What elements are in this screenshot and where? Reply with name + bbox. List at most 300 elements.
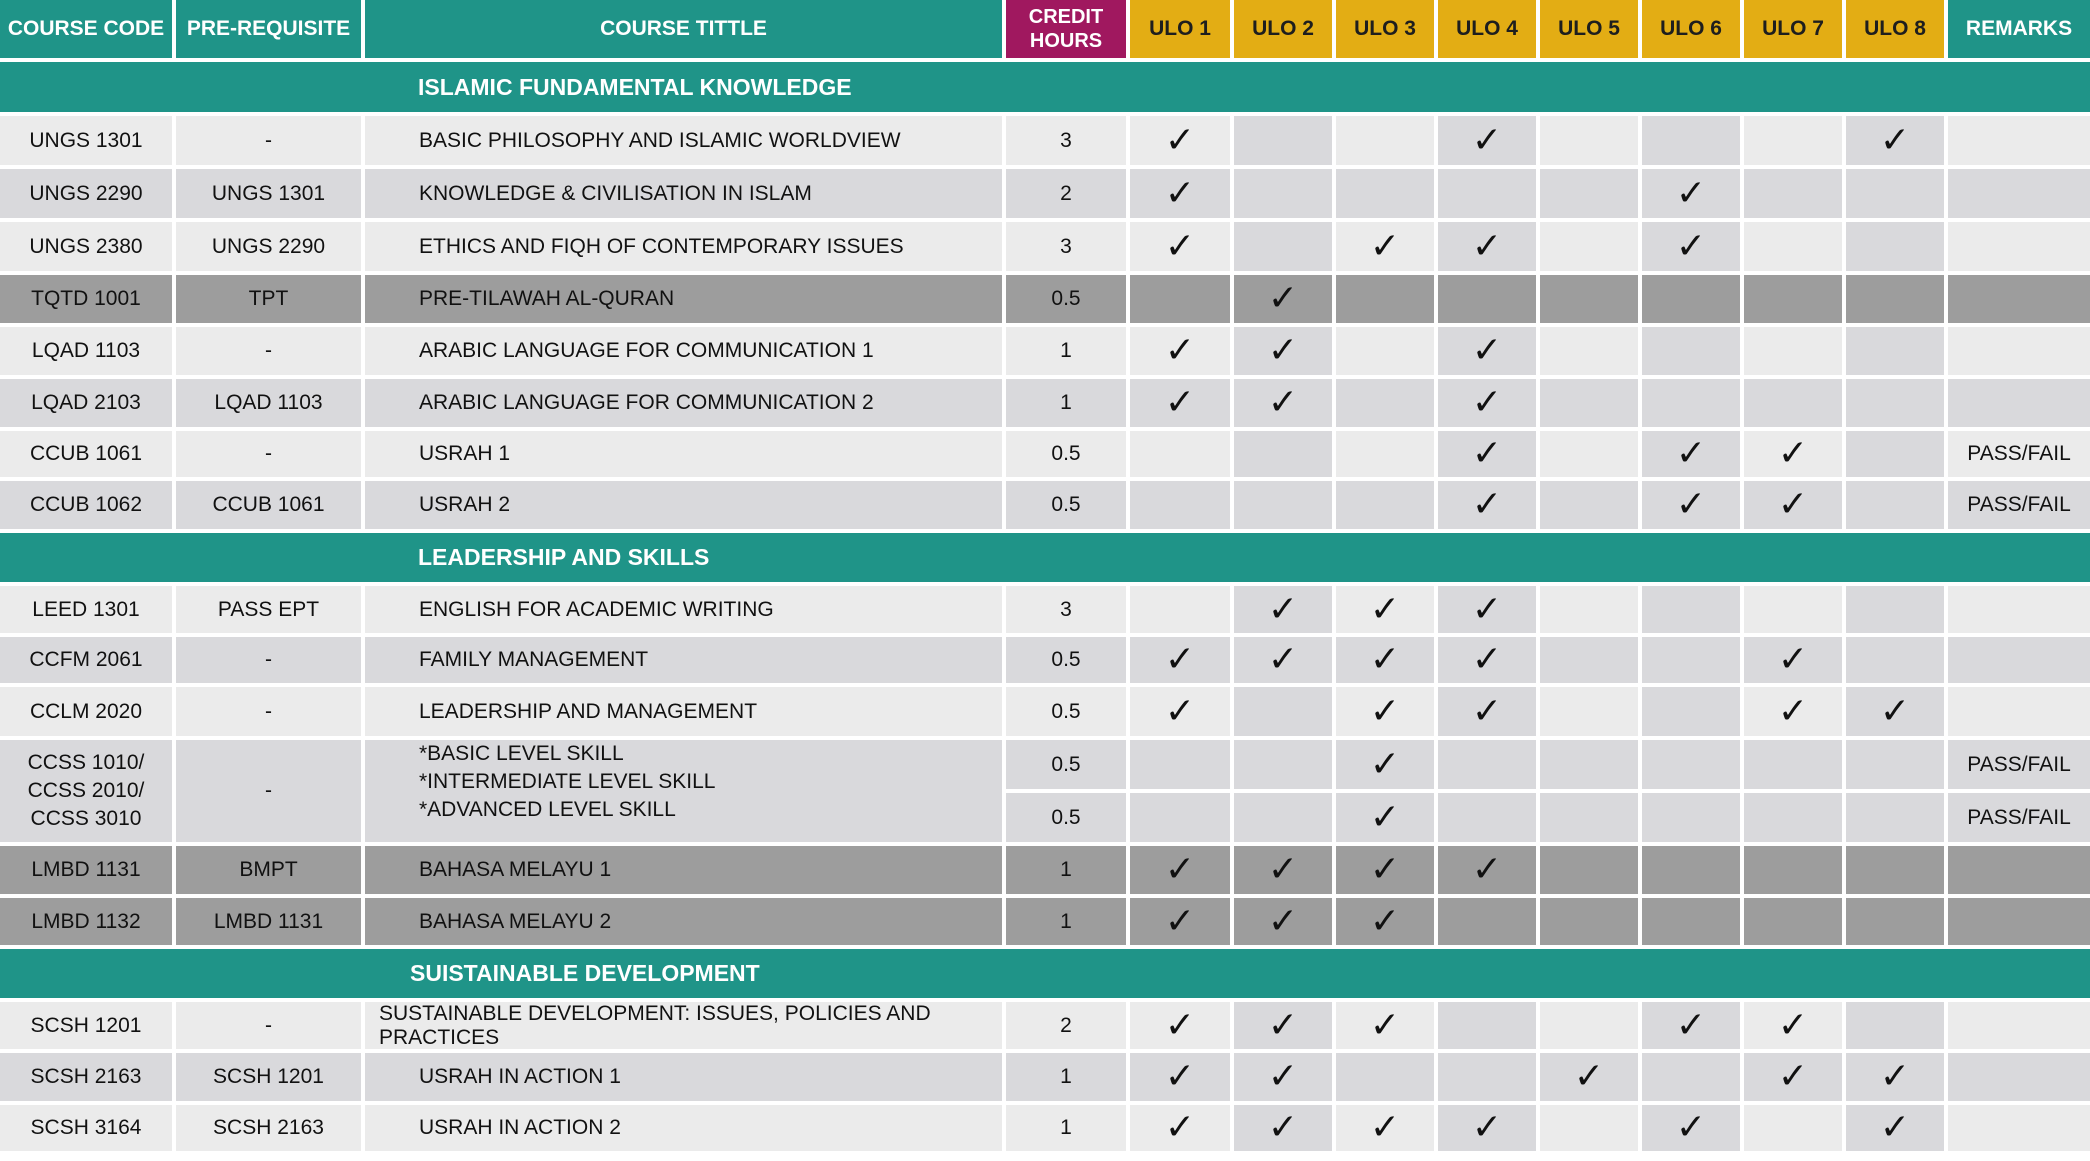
check-icon: ✓ bbox=[1879, 1107, 1911, 1148]
remarks bbox=[1948, 586, 2090, 637]
course-title: ETHICS AND FIQH OF CONTEMPORARY ISSUES bbox=[365, 222, 1002, 275]
header-credit-hours bbox=[1006, 0, 1126, 62]
course-code: UNGS 1301 bbox=[0, 116, 172, 169]
credit-hours: 2 bbox=[1006, 1002, 1126, 1053]
ulo-cell bbox=[1540, 222, 1638, 275]
course-title: USRAH 2 bbox=[365, 481, 1002, 533]
ulo-cell bbox=[1130, 116, 1230, 169]
ulo-cell bbox=[1540, 327, 1638, 379]
course-code: SCSH 3164 bbox=[0, 1105, 172, 1155]
ulo-cell bbox=[1130, 275, 1230, 327]
ulo-cell bbox=[1130, 740, 1230, 793]
pre-requisite: - bbox=[176, 327, 361, 379]
header-ulo-7: ULO 7 bbox=[1744, 0, 1842, 62]
credit-hours: 1 bbox=[1006, 327, 1126, 379]
ulo-cell bbox=[1744, 637, 1842, 687]
pre-requisite: - bbox=[176, 1002, 361, 1053]
check-icon: ✓ bbox=[1164, 690, 1196, 732]
course-code: CCSS 1010/ bbox=[27, 751, 145, 774]
credit-hours: 0.5 bbox=[1006, 275, 1126, 327]
pre-requisite: UNGS 2290 bbox=[176, 222, 361, 275]
ulo-cell bbox=[1438, 169, 1536, 222]
ulo-cell bbox=[1234, 740, 1332, 793]
ulo-cell bbox=[1438, 431, 1536, 481]
ulo-cell bbox=[1642, 481, 1740, 533]
credit-hours: 0.5 bbox=[1006, 481, 1126, 533]
pre-requisite: - bbox=[176, 740, 361, 846]
ulo-cell bbox=[1336, 687, 1434, 740]
check-icon: ✓ bbox=[1369, 690, 1401, 732]
course-code: SCSH 2163 bbox=[0, 1053, 172, 1105]
ulo-cell bbox=[1336, 327, 1434, 379]
ulo-cell bbox=[1540, 169, 1638, 222]
ulo-cell bbox=[1744, 222, 1842, 275]
ulo-cell bbox=[1642, 379, 1740, 431]
ulo-cell bbox=[1234, 379, 1332, 431]
ulo-cell bbox=[1130, 169, 1230, 222]
ulo-cell bbox=[1846, 481, 1944, 533]
check-icon: ✓ bbox=[1369, 796, 1401, 838]
section-title: SUISTAINABLE DEVELOPMENT bbox=[410, 960, 760, 986]
ulo-cell bbox=[1234, 793, 1332, 846]
ulo-cell bbox=[1130, 898, 1230, 949]
check-icon: ✓ bbox=[1471, 484, 1503, 525]
credit-hours: 0.5 bbox=[1006, 740, 1126, 793]
remarks bbox=[1948, 1105, 2090, 1155]
ulo-cell bbox=[1234, 481, 1332, 533]
ulo-cell bbox=[1846, 1105, 1944, 1155]
ulo-cell bbox=[1438, 898, 1536, 949]
ulo-cell bbox=[1234, 169, 1332, 222]
course-title: BAHASA MELAYU 1 bbox=[365, 846, 1002, 898]
check-icon: ✓ bbox=[1573, 1056, 1605, 1097]
ulo-cell bbox=[1846, 740, 1944, 793]
ulo-cell bbox=[1438, 1053, 1536, 1105]
remarks bbox=[1948, 379, 2090, 431]
ulo-cell bbox=[1336, 275, 1434, 327]
check-icon: ✓ bbox=[1675, 1004, 1707, 1046]
ulo-cell bbox=[1642, 222, 1740, 275]
check-icon: ✓ bbox=[1267, 382, 1299, 423]
header-ulo-4: ULO 4 bbox=[1438, 0, 1536, 62]
ulo-cell bbox=[1130, 846, 1230, 898]
course-title: FAMILY MANAGEMENT bbox=[365, 637, 1002, 687]
header-ulo-1: ULO 1 bbox=[1130, 0, 1230, 62]
ulo-cell bbox=[1540, 846, 1638, 898]
pre-requisite: - bbox=[176, 687, 361, 740]
ulo-cell bbox=[1234, 687, 1332, 740]
check-icon: ✓ bbox=[1471, 588, 1503, 630]
pre-requisite: - bbox=[176, 116, 361, 169]
remarks bbox=[1948, 637, 2090, 687]
remarks bbox=[1948, 1053, 2090, 1105]
course-code: LMBD 1131 bbox=[0, 846, 172, 898]
ulo-cell bbox=[1336, 1053, 1434, 1105]
check-icon: ✓ bbox=[1369, 743, 1401, 785]
ulo-cell bbox=[1234, 846, 1332, 898]
check-icon: ✓ bbox=[1164, 1004, 1196, 1046]
pre-requisite: BMPT bbox=[176, 846, 361, 898]
ulo-cell bbox=[1744, 481, 1842, 533]
remarks bbox=[1948, 327, 2090, 379]
ulo-cell bbox=[1438, 846, 1536, 898]
ulo-cell bbox=[1130, 637, 1230, 687]
ulo-cell bbox=[1642, 1053, 1740, 1105]
ulo-cell bbox=[1642, 1105, 1740, 1155]
ulo-cell bbox=[1846, 327, 1944, 379]
ulo-cell bbox=[1336, 637, 1434, 687]
header-credit-line1: CREDIT bbox=[1028, 6, 1104, 28]
check-icon: ✓ bbox=[1675, 225, 1707, 267]
pre-requisite: SCSH 2163 bbox=[176, 1105, 361, 1155]
ulo-cell bbox=[1234, 637, 1332, 687]
credit-hours: 3 bbox=[1006, 222, 1126, 275]
course-code: SCSH 1201 bbox=[0, 1002, 172, 1053]
ulo-cell bbox=[1336, 898, 1434, 949]
check-icon: ✓ bbox=[1777, 1056, 1809, 1097]
course-code: TQTD 1001 bbox=[0, 275, 172, 327]
check-icon: ✓ bbox=[1164, 225, 1196, 267]
course-title: PRE-TILAWAH AL-QURAN bbox=[365, 275, 1002, 327]
pre-requisite: LQAD 1103 bbox=[176, 379, 361, 431]
ulo-cell bbox=[1336, 379, 1434, 431]
ulo-cell bbox=[1438, 379, 1536, 431]
ulo-cell bbox=[1540, 740, 1638, 793]
remarks bbox=[1948, 116, 2090, 169]
check-icon: ✓ bbox=[1369, 1004, 1401, 1046]
check-icon: ✓ bbox=[1879, 690, 1911, 732]
course-title: USRAH IN ACTION 2 bbox=[365, 1105, 1002, 1155]
header-ulo-3: ULO 3 bbox=[1336, 0, 1434, 62]
credit-hours: 0.5 bbox=[1006, 431, 1126, 481]
check-icon: ✓ bbox=[1369, 639, 1401, 680]
ulo-cell bbox=[1438, 793, 1536, 846]
ulo-cell bbox=[1642, 431, 1740, 481]
header-ulo-8: ULO 8 bbox=[1846, 0, 1944, 62]
ulo-cell bbox=[1642, 898, 1740, 949]
header-ulo-5: ULO 5 bbox=[1540, 0, 1638, 62]
ulo-cell bbox=[1234, 222, 1332, 275]
ulo-cell bbox=[1336, 222, 1434, 275]
ulo-cell bbox=[1846, 846, 1944, 898]
section-title: ISLAMIC FUNDAMENTAL KNOWLEDGE bbox=[418, 73, 852, 100]
course-code: CCFM 2061 bbox=[0, 637, 172, 687]
ulo-cell bbox=[1234, 898, 1332, 949]
course-code: CCSS 2010/ bbox=[27, 779, 145, 802]
ulo-cell bbox=[1130, 481, 1230, 533]
course-title: BAHASA MELAYU 2 bbox=[365, 898, 1002, 949]
ulo-cell bbox=[1642, 740, 1740, 793]
ulo-cell bbox=[1744, 740, 1842, 793]
check-icon: ✓ bbox=[1777, 484, 1809, 525]
ulo-cell bbox=[1540, 1053, 1638, 1105]
ulo-cell bbox=[1336, 481, 1434, 533]
ulo-cell bbox=[1130, 586, 1230, 637]
ulo-cell bbox=[1744, 379, 1842, 431]
ulo-cell bbox=[1744, 687, 1842, 740]
check-icon: ✓ bbox=[1369, 900, 1401, 942]
ulo-cell bbox=[1642, 793, 1740, 846]
ulo-cell bbox=[1744, 275, 1842, 327]
ulo-cell bbox=[1438, 687, 1536, 740]
check-icon: ✓ bbox=[1267, 639, 1299, 680]
ulo-cell bbox=[1336, 846, 1434, 898]
header-pre-requisite: PRE-REQUISITE bbox=[176, 0, 361, 62]
ulo-cell bbox=[1130, 222, 1230, 275]
course-code: CCUB 1061 bbox=[0, 431, 172, 481]
credit-hours: 3 bbox=[1006, 116, 1126, 169]
credit-hours: 1 bbox=[1006, 379, 1126, 431]
ulo-cell bbox=[1336, 740, 1434, 793]
check-icon: ✓ bbox=[1267, 1004, 1299, 1046]
remarks: PASS/FAIL bbox=[1948, 793, 2090, 846]
check-icon: ✓ bbox=[1471, 382, 1503, 423]
check-icon: ✓ bbox=[1164, 900, 1196, 942]
check-icon: ✓ bbox=[1879, 119, 1911, 161]
ulo-cell bbox=[1846, 1053, 1944, 1105]
check-icon: ✓ bbox=[1267, 278, 1299, 319]
check-icon: ✓ bbox=[1267, 849, 1299, 890]
course-code: LQAD 1103 bbox=[0, 327, 172, 379]
ulo-cell bbox=[1130, 431, 1230, 481]
ulo-cell bbox=[1540, 379, 1638, 431]
credit-hours: 2 bbox=[1006, 169, 1126, 222]
ulo-cell bbox=[1234, 1105, 1332, 1155]
check-icon: ✓ bbox=[1164, 172, 1196, 214]
ulo-cell bbox=[1846, 1002, 1944, 1053]
ulo-cell bbox=[1336, 116, 1434, 169]
credit-hours: 1 bbox=[1006, 1105, 1126, 1155]
ulo-cell bbox=[1846, 687, 1944, 740]
ulo-cell bbox=[1744, 116, 1842, 169]
check-icon: ✓ bbox=[1471, 119, 1503, 161]
check-icon: ✓ bbox=[1471, 849, 1503, 890]
ulo-cell bbox=[1540, 481, 1638, 533]
course-code: UNGS 2380 bbox=[0, 222, 172, 275]
course-title: KNOWLEDGE & CIVILISATION IN ISLAM bbox=[365, 169, 1002, 222]
ulo-cell bbox=[1130, 793, 1230, 846]
ulo-cell bbox=[1438, 327, 1536, 379]
course-code-group bbox=[0, 740, 172, 846]
ulo-cell bbox=[1234, 116, 1332, 169]
check-icon: ✓ bbox=[1164, 382, 1196, 423]
pre-requisite: SCSH 1201 bbox=[176, 1053, 361, 1105]
ulo-cell bbox=[1540, 637, 1638, 687]
ulo-cell bbox=[1744, 1002, 1842, 1053]
check-icon: ✓ bbox=[1471, 433, 1503, 474]
course-title: ENGLISH FOR ACADEMIC WRITING bbox=[365, 586, 1002, 637]
course-title: ARABIC LANGUAGE FOR COMMUNICATION 1 bbox=[365, 327, 1002, 379]
ulo-cell bbox=[1438, 637, 1536, 687]
remarks bbox=[1948, 169, 2090, 222]
check-icon: ✓ bbox=[1267, 330, 1299, 371]
remarks bbox=[1948, 687, 2090, 740]
check-icon: ✓ bbox=[1369, 225, 1401, 267]
ulo-cell bbox=[1642, 275, 1740, 327]
ulo-cell bbox=[1336, 586, 1434, 637]
check-icon: ✓ bbox=[1267, 1107, 1299, 1148]
ulo-cell bbox=[1642, 586, 1740, 637]
pre-requisite: PASS EPT bbox=[176, 586, 361, 637]
header-credit-line2: HOURS bbox=[1029, 30, 1103, 52]
course-code: CCSS 3010 bbox=[30, 807, 142, 830]
ulo-cell bbox=[1642, 687, 1740, 740]
ulo-cell bbox=[1846, 431, 1944, 481]
ulo-cell bbox=[1744, 169, 1842, 222]
ulo-cell bbox=[1846, 637, 1944, 687]
check-icon: ✓ bbox=[1777, 1004, 1809, 1046]
credit-hours: 3 bbox=[1006, 586, 1126, 637]
pre-requisite: - bbox=[176, 637, 361, 687]
check-icon: ✓ bbox=[1164, 1107, 1196, 1148]
ulo-cell bbox=[1234, 586, 1332, 637]
ulo-cell bbox=[1744, 1105, 1842, 1155]
section-heading bbox=[0, 62, 2090, 116]
ulo-cell bbox=[1438, 586, 1536, 637]
remarks bbox=[1948, 1002, 2090, 1053]
course-title: LEADERSHIP AND MANAGEMENT bbox=[365, 687, 1002, 740]
course-title: SUSTAINABLE DEVELOPMENT: ISSUES, POLICIES AND PRACTICES bbox=[365, 1002, 1002, 1053]
ulo-cell bbox=[1540, 431, 1638, 481]
ulo-cell bbox=[1744, 327, 1842, 379]
pre-requisite: CCUB 1061 bbox=[176, 481, 361, 533]
ulo-cell bbox=[1642, 327, 1740, 379]
remarks bbox=[1948, 275, 2090, 327]
ulo-cell bbox=[1540, 116, 1638, 169]
ulo-cell bbox=[1744, 846, 1842, 898]
header-course-code: COURSE CODE bbox=[0, 0, 172, 62]
check-icon: ✓ bbox=[1267, 900, 1299, 942]
credit-hours: 1 bbox=[1006, 898, 1126, 949]
ulo-cell bbox=[1744, 793, 1842, 846]
ulo-cell bbox=[1642, 846, 1740, 898]
ulo-cell bbox=[1130, 379, 1230, 431]
credit-hours: 0.5 bbox=[1006, 793, 1126, 846]
check-icon: ✓ bbox=[1675, 484, 1707, 525]
ulo-cell bbox=[1642, 116, 1740, 169]
ulo-cell bbox=[1744, 898, 1842, 949]
ulo-cell bbox=[1540, 793, 1638, 846]
credit-hours: 0.5 bbox=[1006, 687, 1126, 740]
check-icon: ✓ bbox=[1164, 639, 1196, 680]
ulo-cell bbox=[1234, 275, 1332, 327]
check-icon: ✓ bbox=[1471, 690, 1503, 732]
ulo-cell bbox=[1130, 1105, 1230, 1155]
ulo-cell bbox=[1846, 379, 1944, 431]
header-ulo-6: ULO 6 bbox=[1642, 0, 1740, 62]
course-code: UNGS 2290 bbox=[0, 169, 172, 222]
remarks bbox=[1948, 846, 2090, 898]
course-title-group bbox=[365, 740, 1002, 846]
check-icon: ✓ bbox=[1267, 1056, 1299, 1097]
ulo-cell bbox=[1540, 586, 1638, 637]
course-title: *ADVANCED LEVEL SKILL bbox=[419, 798, 676, 821]
ulo-cell bbox=[1336, 1105, 1434, 1155]
ulo-cell bbox=[1130, 1053, 1230, 1105]
ulo-cell bbox=[1744, 431, 1842, 481]
course-title: USRAH IN ACTION 1 bbox=[365, 1053, 1002, 1105]
check-icon: ✓ bbox=[1164, 330, 1196, 371]
check-icon: ✓ bbox=[1369, 849, 1401, 890]
ulo-cell bbox=[1540, 1105, 1638, 1155]
check-icon: ✓ bbox=[1471, 1107, 1503, 1148]
check-icon: ✓ bbox=[1471, 225, 1503, 267]
ulo-cell bbox=[1130, 327, 1230, 379]
section-title: LEADERSHIP AND SKILLS bbox=[418, 544, 710, 570]
remarks: PASS/FAIL bbox=[1948, 740, 2090, 793]
check-icon: ✓ bbox=[1267, 588, 1299, 630]
course-code: CCUB 1062 bbox=[0, 481, 172, 533]
ulo-cell bbox=[1336, 1002, 1434, 1053]
ulo-cell bbox=[1846, 898, 1944, 949]
ulo-cell bbox=[1336, 793, 1434, 846]
check-icon: ✓ bbox=[1879, 1056, 1911, 1097]
ulo-cell bbox=[1438, 740, 1536, 793]
remarks: PASS/FAIL bbox=[1948, 431, 2090, 481]
section-heading bbox=[0, 949, 2090, 1002]
remarks: PASS/FAIL bbox=[1948, 481, 2090, 533]
check-icon: ✓ bbox=[1675, 433, 1707, 474]
ulo-cell bbox=[1642, 1002, 1740, 1053]
remarks bbox=[1948, 898, 2090, 949]
course-title: *BASIC LEVEL SKILL bbox=[419, 742, 624, 765]
check-icon: ✓ bbox=[1164, 849, 1196, 890]
check-icon: ✓ bbox=[1777, 433, 1809, 474]
ulo-cell bbox=[1540, 1002, 1638, 1053]
header-course-title: COURSE TITTLE bbox=[365, 0, 1002, 62]
check-icon: ✓ bbox=[1164, 119, 1196, 161]
credit-hours: 1 bbox=[1006, 846, 1126, 898]
pre-requisite: - bbox=[176, 431, 361, 481]
ulo-cell bbox=[1130, 1002, 1230, 1053]
check-icon: ✓ bbox=[1675, 172, 1707, 214]
course-title: *INTERMEDIATE LEVEL SKILL bbox=[419, 770, 716, 793]
ulo-cell bbox=[1130, 687, 1230, 740]
ulo-cell bbox=[1438, 1002, 1536, 1053]
ulo-cell bbox=[1744, 1053, 1842, 1105]
ulo-cell bbox=[1642, 169, 1740, 222]
ulo-cell bbox=[1438, 481, 1536, 533]
ulo-cell bbox=[1540, 687, 1638, 740]
ulo-cell bbox=[1540, 898, 1638, 949]
check-icon: ✓ bbox=[1777, 639, 1809, 680]
course-title: BASIC PHILOSOPHY AND ISLAMIC WORLDVIEW bbox=[365, 116, 1002, 169]
pre-requisite: TPT bbox=[176, 275, 361, 327]
ulo-cell bbox=[1540, 275, 1638, 327]
check-icon: ✓ bbox=[1777, 690, 1809, 732]
course-title: USRAH 1 bbox=[365, 431, 1002, 481]
credit-hours: 1 bbox=[1006, 1053, 1126, 1105]
ulo-cell bbox=[1846, 116, 1944, 169]
ulo-cell bbox=[1234, 327, 1332, 379]
course-code: LEED 1301 bbox=[0, 586, 172, 637]
ulo-cell bbox=[1846, 793, 1944, 846]
ulo-cell bbox=[1846, 275, 1944, 327]
check-icon: ✓ bbox=[1164, 1056, 1196, 1097]
check-icon: ✓ bbox=[1471, 639, 1503, 680]
ulo-cell bbox=[1438, 116, 1536, 169]
ulo-cell bbox=[1642, 637, 1740, 687]
ulo-cell bbox=[1846, 586, 1944, 637]
ulo-cell bbox=[1846, 222, 1944, 275]
ulo-cell bbox=[1438, 275, 1536, 327]
ulo-cell bbox=[1336, 169, 1434, 222]
header-ulo-2: ULO 2 bbox=[1234, 0, 1332, 62]
check-icon: ✓ bbox=[1369, 588, 1401, 630]
course-title: ARABIC LANGUAGE FOR COMMUNICATION 2 bbox=[365, 379, 1002, 431]
course-code: CCLM 2020 bbox=[0, 687, 172, 740]
section-heading bbox=[0, 533, 2090, 586]
